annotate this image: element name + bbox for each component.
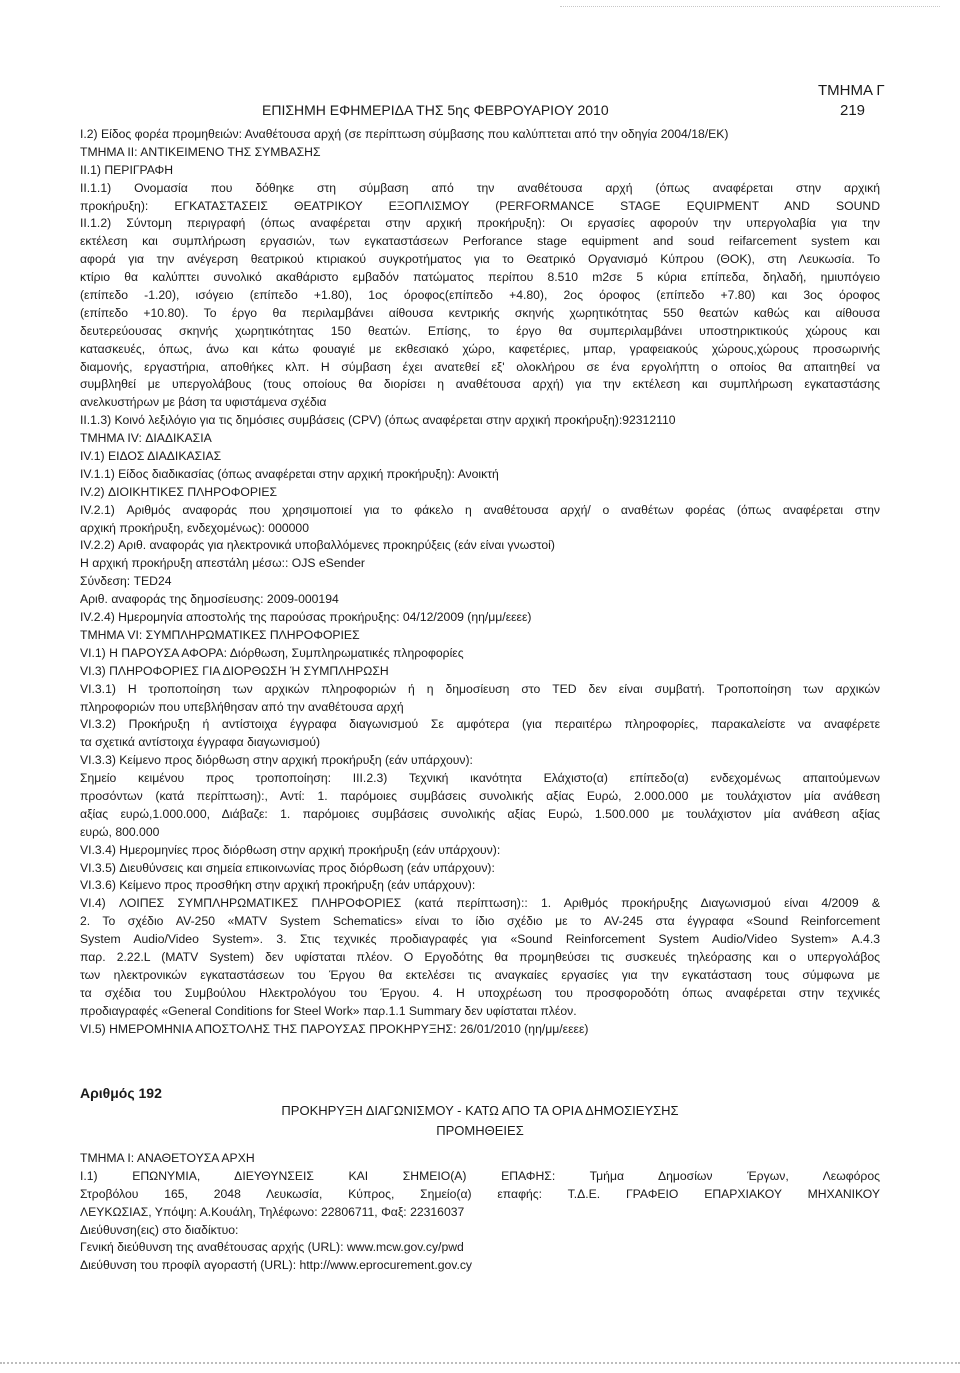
text-line: VI.5) ΗΜΕΡΟΜΗΝΙΑ ΑΠΟΣΤΟΛΗΣ ΤΗΣ ΠΑΡΟΥΣΑΣ ΠΡΟΚΗΡΥΞΗΣ: 26/01/2010 (ηη/μμ/εεεε) (80, 1021, 589, 1036)
text-line: Η αρχική προκήρυξη απεστάλη μέσω:: OJS eSender (80, 556, 365, 571)
text-line: IV.2) ΔΙΟΙΚΗΤΙΚΕΣ ΠΛΗΡΟΦΟΡΙΕΣ (80, 484, 278, 499)
notice-body-tender (80, 1150, 880, 1275)
text-line: System Audio/Video System». 3. Στις τεχνικές προδιαγραφές για «Sound Reinforcement System Audio/Video System» Α.4.3 (80, 932, 880, 947)
text-line: Διεύθυνση(εις) στο διαδίκτυο: (80, 1222, 239, 1237)
text-line: ΙΙ.1.2) Σύντομη περιγραφή (όπως αναφέρεται στην αρχική προκήρυξη): Οι εργασίες αφορούν την υπεργολαβία για την (80, 216, 880, 231)
text-line: ΤΜΗΜΑ VI: ΣΥΜΠΛΗΡΩΜΑΤΙΚΕΣ ΠΛΗΡΟΦΟΡΙΕΣ (80, 627, 360, 642)
text-line: Ι.2) Είδος φορέα προμηθειών: Αναθέτουσα αρχή (σε περίπτωση σύμβασης που καλύπτεται από την οδηγία 2004/18/ΕΚ) (80, 127, 729, 141)
section-tag: ΤΜΗΜΑ Γ (818, 82, 885, 99)
text-line: VI.3.1) Η τροποποίηση των αρχικών πληροφοριών ή η δημοσίευση στο TED δεν είναι συμβατή. Τροποποίηση των αρχικών (80, 681, 880, 696)
text-line: εκτέλεση και συμπλήρωση εργασιών, των εγκαταστάσεων Perforance stage equipment and soud reifarcement system και (80, 234, 880, 249)
text-line: αφορά για την ανέγερση θεατρικού κτιριακού συγκροτήματος για το Θεατρικό Οργανισμό Κύπρου (ΘΟΚ), στη Λευκωσία. Το (80, 252, 880, 267)
text-line: παρ. 2.22.L (MATV System) δεν υφίσταται πλέον. Ο Εργοδότης θα προμηθεύσει τις συσκευές τηλεόρασης και ο υπεργολάβος (80, 949, 880, 964)
page-header-title: ΕΠΙΣΗΜΗ ΕΦΗΜΕΡΙΔΑ ΤΗΣ 5ης ΦΕΒΡΟΥΑΡΙΟΥ 2010 (262, 102, 609, 118)
page-number: 219 (840, 102, 866, 119)
text-line: δευτερεύουσας σκηνής χωρητικότητας 150 θεατών. Επίσης, το έργο θα συμπεριλαμβάνει υποστηρικτικούς χώρους και (80, 323, 880, 338)
text-line: ΤΜΗΜΑ ΙΙ: ΑΝΤΙΚΕΙΜΕΝΟ ΤΗΣ ΣΥΜΒΑΣΗΣ (80, 144, 321, 159)
text-line: ΤΜΗΜΑ IV: ΔΙΑΔΙΚΑΣΙΑ (80, 431, 212, 446)
text-line: Διεύθυνση του προφίλ αγοραστή (URL): http://www.eprocurement.gov.cy (80, 1258, 473, 1273)
scan-edge-top (560, 6, 940, 7)
notice-title-subtitle: ΠΡΟΜΗΘΕΙΕΣ (436, 1123, 524, 1138)
text-line: αρχική προκήρυξη, ενδεχομένως): 000000 (80, 520, 309, 535)
text-line: ευρώ, 800.000 (80, 824, 160, 839)
text-line: 2. Το σχέδιο AV-250 «MATV System Schematics» είναι το ίδιο σχέδιο με το AV-245 στα έγγραφα «Sound Reinforcement (80, 914, 880, 929)
text-line: των ηλεκτρονικών εγκαταστάσεων του Έργου θα εκτελέσει τις αναγκαίες εργασίες για την εγκατάσταση τους σύμφωνα με (80, 967, 880, 982)
notice-number: Αριθμός 192 (80, 1085, 162, 1101)
text-line: VI.3.5) Διευθύνσεις και σημεία επικοινωνίας προς διόρθωση (εάν υπάρχουν): (80, 860, 495, 875)
text-line: VI.3.4) Ημερομηνίες προς διόρθωση στην αρχική προκήρυξη (εάν υπάρχουν): (80, 842, 501, 857)
text-line: VI.1) Η ΠΑΡΟΥΣΑ ΑΦΟΡΑ: Διόρθωση, Συμπληρωματικές πληροφορίες (80, 645, 464, 660)
text-line: προσόντων (κατά περίπτωση):, Αντί: 1. παρόμοιες συμβάσεις συνολικής αξίας Ευρώ, 2.000.000 με τουλάχιστον μία ανάθεση (80, 788, 880, 803)
text-line: IV.2.4) Ημερομηνία αποστολής της παρούσας προκήρυξης: 04/12/2009 (ηη/μμ/εεεε) (80, 610, 532, 625)
text-line: Σημείο κειμένου προς τροποποίηση: ΙΙΙ.2.3) Τεχνική ικανότητα Ελάχιστο(α) επίπεδο(α) ενδεχομένως απαιτούμενων (80, 771, 880, 786)
text-line: Γενική διεύθυνση της αναθέτουσας αρχής (URL): www.mcw.gov.cy/pwd (80, 1240, 464, 1255)
text-line: ΙΙ.1.3) Κοινό λεξιλόγιο για τις δημόσιες συμβάσεις (CPV) (όπως αναφέρεται στην αρχική προκήρυξη):92312110 (80, 413, 676, 428)
text-line: κατασκευές, όπως, άνω και κάτω φουαγιέ με εκθεσιακό χώρο, καφετέριες, μπαρ, γραφειακούς χώρους,χώρους προσωρινής (80, 341, 880, 356)
text-line: τα σχέδια του Συμβούλου Ηλεκτρολόγου του Έργου. 4. Η υποχρέωση του προσφοροδότη όπως αναφέρεται στην τεχνικές (80, 985, 880, 1000)
text-line: συμβληθεί με υπεργολάβους (τους οποίους θα διορίσει η αναθέτουσα αρχή) για την εκτέλεση και συμπλήρωση εγκαταστάσης (80, 377, 880, 392)
text-line: VI.3.3) Κείμενο προς διόρθωση στην αρχική προκήρυξη (εάν υπάρχουν): (80, 753, 473, 768)
text-line: Ι.1) ΕΠΩΝΥΜΙΑ, ΔΙΕΥΘΥΝΣΕΙΣ ΚΑΙ ΣΗΜΕΙΟ(Α) ΕΠΑΦΗΣ: Τμήμα Δημοσίων Έργων, Λεωφόρος (80, 1168, 880, 1183)
scan-edge-bottom (0, 1362, 960, 1364)
text-line: ΤΜΗΜΑ Ι: ΑΝΑΘΕΤΟΥΣΑ ΑΡΧΗ (80, 1151, 255, 1165)
text-line: διαμονής, εργαστήρια, αποθήκες κλπ. Η σύμβαση έχει ανατεθεί εξ' ολοκλήρου σε ένα εργολήπτη ο οποίος θα απαιτηθεί να (80, 359, 880, 374)
text-line: VI.3) ΠΛΗΡΟΦΟΡΙΕΣ ΓΙΑ ΔΙΟΡΘΩΣΗ Ή ΣΥΜΠΛΗΡΩΣΗ (80, 663, 389, 678)
text-line: ΙΙ.1.1) Ονομασία που δόθηκε στη σύμβαση από την αναθέτουσα αρχή (όπως αναφέρεται στην αρχική (80, 180, 880, 195)
text-line: VI.4) ΛΟΙΠΕΣ ΣΥΜΠΛΗΡΩΜΑΤΙΚΕΣ ΠΛΗΡΟΦΟΡΙΕΣ (κατά περίπτωση):: 1. Αριθμός προκήρυξης Διαγωνισμού είναι 4/2009 & (80, 896, 880, 911)
text-line: ανελκυστήρων με βάση τα υφιστάμενα σχέδια (80, 395, 327, 410)
text-line: ΙΙ.1) ΠΕΡΙΓΡΑΦΗ (80, 162, 174, 177)
text-line: κτίριο θα καλύπτει συνολικό ακαθάριστο εμβαδόν πατώματος περίπου 8.510 m2σε 5 κύρια επίπεδα, δηλαδή, ημιυπόγειο (80, 270, 880, 285)
text-line: τα σχετικά αντίστοιχα έγγραφα διαγωνισμού) (80, 735, 321, 750)
text-line: IV.1.1) Είδος διαδικασίας (όπως αναφέρεται στην αρχική προκήρυξη): Ανοικτή (80, 466, 499, 481)
text-line: IV.2.2) Αριθ. αναφοράς για ηλεκτρονικά υποβαλλόμενες προκηρύξεις (εάν είναι γνωστοί) (80, 538, 555, 553)
text-line: IV.1) ΕΙΔΟΣ ΔΙΑΔΙΚΑΣΙΑΣ (80, 449, 222, 464)
text-line: προκήρυξη): ΕΓΚΑΤΑΣΤΑΣΕΙΣ ΘΕΑΤΡΙΚΟΥ ΕΞΟΠΛΙΣΜΟΥ (PERFORMANCE STAGE EQUIPMENT AND SOUND (80, 198, 880, 213)
text-line: (επίπεδο -1.20), ισόγειο (επίπεδο +1.80), 1ος όροφος(επίπεδο +4.80), 2ος όροφος (επίπεδο +7.80) και 3ος όροφος (80, 288, 880, 303)
text-line: VI.3.6) Κείμενο προς προσθήκη στην αρχική προκήρυξη (εάν υπάρχουν): (80, 878, 476, 893)
notice-title: ΠΡΟΚΗΡΥΞΗ ΔΙΑΓΩΝΙΣΜΟΥ - ΚΑΤΩ ΑΠΟ ΤΑ ΟΡΙΑ ΔΗΜΟΣΙΕΥΣΗΣ (281, 1103, 679, 1118)
text-line: αξίας ευρώ,1.000.000, Διάβαζε: 1. παρόμοιες συμβάσεις συνολικής αξίας Ευρώ, 1.500.000 με τουλάχιστον μία ανάθεση αξίας (80, 806, 880, 821)
notice-body-correction (80, 126, 880, 1038)
text-line: Αριθ. αναφοράς της δημοσίευσης: 2009-000194 (80, 592, 339, 607)
text-line: ΛΕΥΚΩΣΙΑΣ, Υπόψη: Α.Κουάλη, Τηλέφωνο: 22806711, Φαξ: 22316037 (80, 1204, 465, 1219)
text-line: πληροφοριών που υπεβλήθησαν από την αναθέτουσα αρχή (80, 699, 404, 714)
text-line: (επίπεδο +10.80). Το έργο θα περιλαμβάνει αίθουσα κεντρικής σκηνής χωρητικότητας 550 θεατών καθώς και αίθουσα (80, 305, 880, 320)
text-line: Στροβόλου 165, 2048 Λευκωσία, Κύπρος, Σημείο(α) επαφής: Τ.Δ.Ε. ΓΡΑΦΕΙΟ ΕΠΑΡΧΙΑΚΟΥ ΜΗΧΑΝΙΚΟΥ (80, 1186, 880, 1201)
text-line: IV.2.1) Αριθμός αναφοράς που χρησιμοποιεί για το φάκελο η αναθέτουσα αρχή/ ο αναθέτων φορέας (όπως αναφέρεται στην (80, 502, 880, 517)
text-line: προδιαγραφές «General Conditions for Steel Work» παρ.1.1 Summary δεν υφίσταται πλέον. (80, 1003, 577, 1018)
text-line: Σύνδεση: TED24 (80, 574, 172, 589)
text-line: VI.3.2) Προκήρυξη ή αντίστοιχα έγγραφα διαγωνισμού Σε αμφότερα (για περαιτέρω πληροφορίες, παρακαλείστε να αναφέρετε (80, 717, 880, 732)
